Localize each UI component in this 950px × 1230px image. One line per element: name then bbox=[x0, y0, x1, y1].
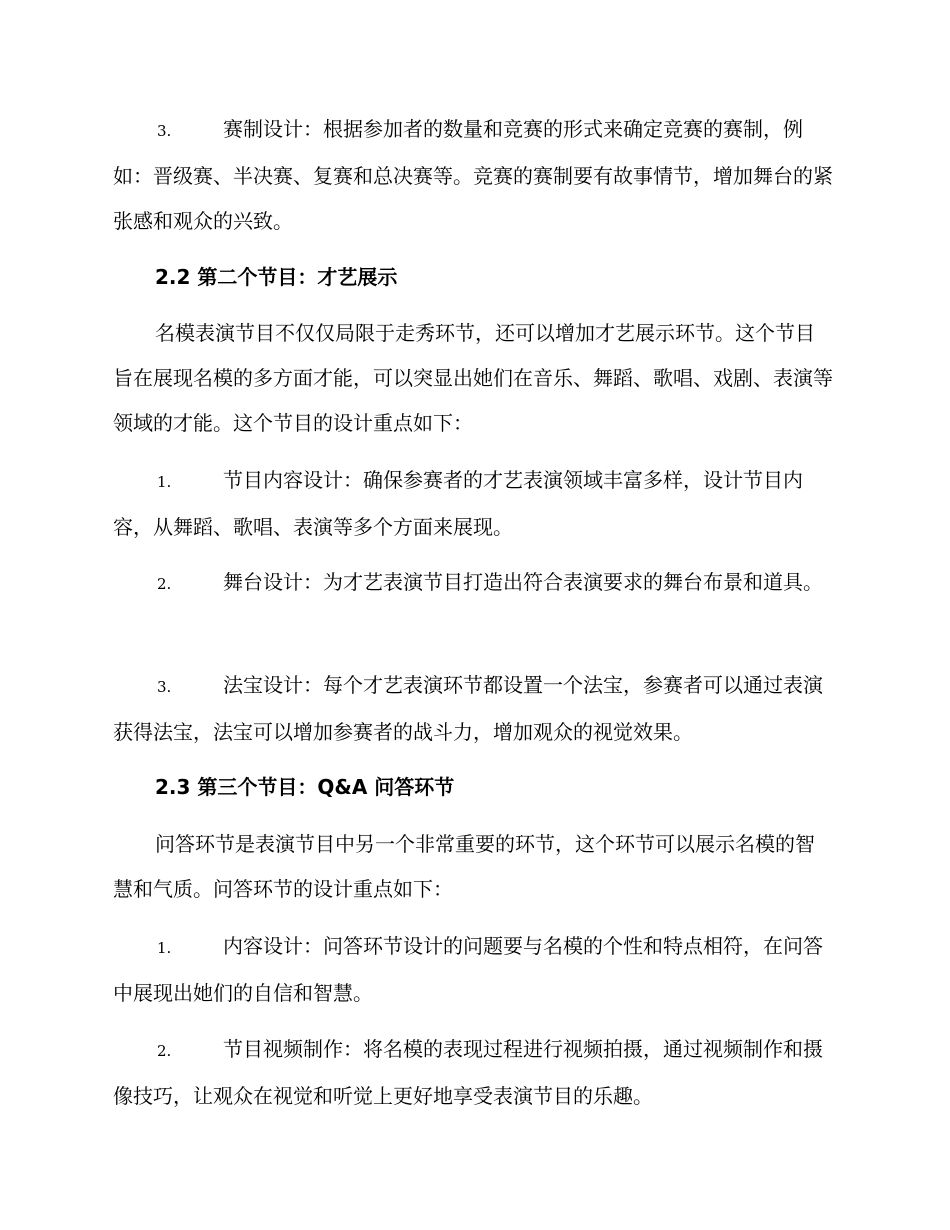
list-item-number: 2. bbox=[157, 1042, 172, 1060]
section-heading: 2.3 第三个节目：Q&A 问答环节 bbox=[155, 775, 455, 799]
list-item bbox=[113, 458, 833, 550]
list-item bbox=[113, 663, 833, 755]
list-item bbox=[113, 560, 833, 607]
list-item-text: 节目视频制作：将名模的表现过程进行视频拍摄，通过视频制作和摄像技巧，让观众在视觉和听觉上更好地享受表演节目的乐趣。 bbox=[113, 1037, 823, 1108]
list-item bbox=[113, 107, 833, 244]
list-item-number: 1. bbox=[157, 473, 172, 491]
list-item-text: 内容设计：问答环节设计的问题要与名模的个性和特点相符，在问答中展现出她们的自信和智慧。 bbox=[113, 934, 823, 1005]
list-item bbox=[113, 1027, 833, 1119]
list-item-text: 舞台设计：为才艺表演节目打造出符合表演要求的舞台布景和道具。 bbox=[223, 570, 823, 594]
list-item bbox=[113, 924, 833, 1016]
list-item-text: 法宝设计：每个才艺表演环节都设置一个法宝，参赛者可以通过表演获得法宝，法宝可以增加参赛者的战斗力，增加观众的视觉效果。 bbox=[113, 673, 823, 744]
list-item-number: 2. bbox=[157, 575, 172, 593]
paragraph: 名模表演节目不仅仅局限于走秀环节，还可以增加才艺展示环节。这个节目旨在展现名模的多方面才能，可以突显出她们在音乐、舞蹈、歌唱、戏剧、表演等领域的才能。这个节目的设计重点如下： bbox=[113, 321, 833, 435]
list-item-number: 3. bbox=[157, 678, 172, 696]
section-heading: 2.2 第二个节目：才艺展示 bbox=[155, 265, 398, 289]
list-item-number: 1. bbox=[157, 939, 172, 957]
paragraph: 问答环节是表演节目中另一个非常重要的环节，这个环节可以展示名模的智慧和气质。问答环节的设计重点如下： bbox=[113, 832, 815, 901]
list-item-text: 节目内容设计：确保参赛者的才艺表演领域丰富多样，设计节目内容，从舞蹈、歌唱、表演等多个方面来展现。 bbox=[113, 468, 803, 539]
list-item-number: 3. bbox=[157, 122, 172, 140]
list-item-text: 赛制设计：根据参加者的数量和竞赛的形式来确定竞赛的赛制，例如：晋级赛、半决赛、复赛和总决赛等。竞赛的赛制要有故事情节，增加舞台的紧张感和观众的兴致。 bbox=[113, 117, 833, 233]
